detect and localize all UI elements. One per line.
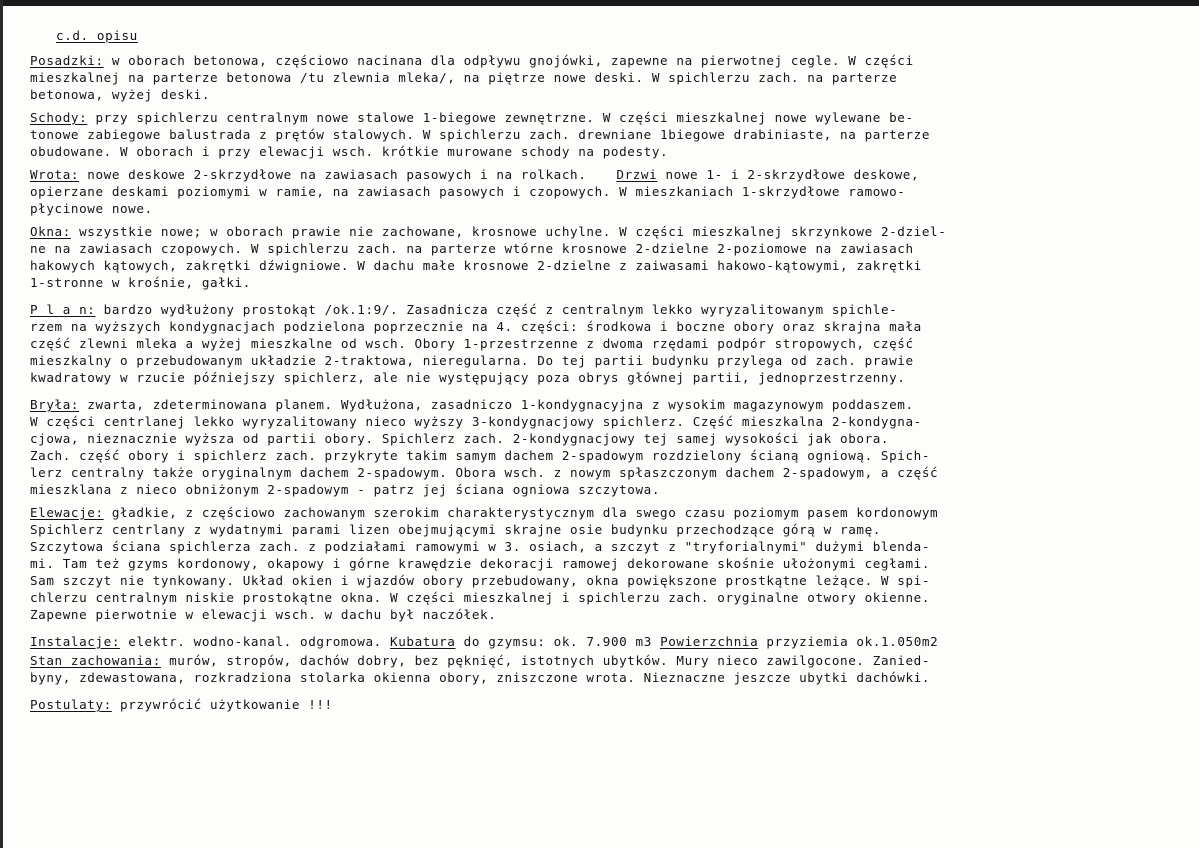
text-line: mieszkalnej na parterze betonowa /tu zlewnia mleka/, na piętrze nowe deski. W spichlerzu zach. na parterze bbox=[30, 70, 898, 85]
text-line: zwarta, zdeterminowana planem. Wydłużona, zasadniczo 1-kondygnacyjna z wysokim magazynowym poddaszem. bbox=[79, 397, 914, 412]
section-instalacje bbox=[30, 633, 1195, 650]
text-line: Spichlerz centrlany z wydatnymi parami lizen obejmującymi skrajne osie budynku przechodzące górą w ramę. bbox=[30, 522, 881, 537]
text-line: murów, stropów, dachów dobry, bez pęknięć, istotnych ubytków. Mury nieco zawilgocone. Zanied- bbox=[160, 653, 931, 668]
text-line: mieszklana z nieco obniżonym 2-spadowym - patrz jej ściana ogniowa szczytowa. bbox=[30, 482, 661, 497]
text-line: Zapewne pierwotnie w elewacji wsch. w dachu był naczółek. bbox=[30, 607, 497, 622]
scan-edge-top bbox=[0, 0, 1199, 6]
text-line: tonowe zabiegowe balustrada z prętów stalowych. W spichlerzu zach. drewniane 1biegowe drabiniaste, na parterze bbox=[30, 127, 931, 142]
text-line: rzem na wyższych kondygnacjach podzielona poprzecznie na 4. części: środkowa i boczne obory oraz skrajna mała bbox=[30, 319, 922, 334]
text-line: nowe 1- i 2-skrzydłowe deskowe, bbox=[657, 167, 920, 182]
typewritten-text bbox=[30, 27, 1195, 719]
text-line: wszystkie nowe; w oborach prawie nie zachowane, krosnowe uchylne. W części mieszkalnej skrzynkowe 2-dziel- bbox=[70, 224, 947, 239]
text-line: kwadratowy w rzucie późniejszy spichlerz, ale nie występujący poza obrys głównej partii, jednoprzestrzenny. bbox=[30, 370, 906, 385]
text-line: W części centrlanej lekko wyryzalitowany nieco wyższy 3-kondygnacjowy spichlerz. Część mieszkalna 2-kondygna- bbox=[30, 414, 922, 429]
text-line: Szczytowa ściana spichlerza zach. z podziałami ramowymi w 3. osiach, a szczyt z "tryforialnymi" dużymi blenda- bbox=[30, 539, 931, 554]
label-posadzki: Posadzki: bbox=[30, 53, 104, 68]
postulaty-value: przywrócić użytkowanie !!! bbox=[111, 697, 333, 712]
section-postulaty bbox=[30, 696, 1195, 713]
text-line: Zach. część obory i spichlerz zach. przykryte takim samym dachem 2-spadowym rozdzielony ścianą ogniową. Spich- bbox=[30, 448, 931, 463]
label-schody: Schody: bbox=[30, 110, 88, 125]
label-okna: Okna: bbox=[30, 224, 71, 239]
kubatura-value: do gzymsu: ok. 7.900 m3 bbox=[455, 634, 661, 649]
text-line: część zlewni mleka a wyżej mieszkalne od wsch. Obory 1-przestrzenne z dwoma rzędami podpór stropowych, część bbox=[30, 336, 914, 351]
text-line: lerz centralny także oryginalnym dachem 2-spadowym. Obora wsch. z nowym spłaszczonym dachem 2-spadowym, a część bbox=[30, 465, 939, 480]
label-bryla: Bryła: bbox=[30, 397, 80, 412]
page-header: c.d. opisu bbox=[56, 28, 138, 43]
label-plan: P l a n: bbox=[30, 302, 96, 317]
text-line: chlerzu centralnym niskie prostokątne okna. W części mieszkalnej i spichlerzu zach. oryginalne otwory okienne. bbox=[30, 590, 931, 605]
label-elewacje: Elewacje: bbox=[30, 505, 104, 520]
section-stan-zachowania bbox=[30, 652, 1195, 686]
text-line: mi. Tam też gzyms kordonowy, okapowy i górne krawędzie dekoracji ramowej dekorowane skośnie ułożonymi cegłami. bbox=[30, 556, 931, 571]
section-okna bbox=[30, 223, 1195, 291]
powierzchnia-value: przyziemia ok.1.050m2 bbox=[758, 634, 939, 649]
label-instalacje: Instalacje: bbox=[30, 634, 121, 649]
section-elewacje bbox=[30, 504, 1195, 623]
text-line: byny, zdewastowana, rozkradziona stolarka okienna obory, zniszczone wrota. Nieznaczne jeszcze ubytki dachówki. bbox=[30, 670, 931, 685]
label-powierzchnia: Powierzchnia bbox=[660, 634, 759, 649]
text-line: betonowa, wyżej deski. bbox=[30, 87, 211, 102]
label-stan-zachowania: Stan zachowania: bbox=[30, 653, 161, 668]
label-postulaty: Postulaty: bbox=[30, 697, 112, 712]
section-wrota bbox=[30, 166, 1195, 217]
text-line: obudowane. W oborach i przy elewacji wsch. krótkie murowane schody na podesty. bbox=[30, 144, 669, 159]
text-line: mieszkalny o przebudowanym układzie 2-traktowa, nieregularna. Do tej partii budynku przylega od zach. prawie bbox=[30, 353, 914, 368]
text-line: bardzo wydłużony prostokąt /ok.1:9/. Zasadnicza część z centralnym lekko wyryzalitowanym spichle- bbox=[95, 302, 898, 317]
scan-edge-left bbox=[0, 0, 3, 848]
text-line: w oborach betonowa, częściowo nacinana dla odpływu gnojówki, zapewne na pierwotnej cegle. W części bbox=[103, 53, 914, 68]
text-line: gładkie, z częściowo zachowanym szerokim charakterystycznym dla swego czasu poziomym pasem kordonowym bbox=[103, 505, 939, 520]
instalacje-value: elektr. wodno-kanal. odgromowa. bbox=[120, 634, 391, 649]
text-line: hakowych kątowych, zakrętki dźwigniowe. W dachu małe krosnowe 2-dzielne z zaiwasami hakowo-kątowymi, zakrętki bbox=[30, 258, 922, 273]
text-line: 1-stronne w krośnie, gałki. bbox=[30, 275, 251, 290]
label-kubatura: Kubatura bbox=[390, 634, 456, 649]
text-line: nowe deskowe 2-skrzydłowe na zawiasach pasowych i na rolkach. bbox=[79, 167, 587, 182]
text-line: płycinowe nowe. bbox=[30, 201, 153, 216]
text-line: przy spichlerzu centralnym nowe stalowe 1-biegowe zewnętrzne. W części mieszkalnej nowe wylewane be- bbox=[87, 110, 914, 125]
text-line: opierzane deskami poziomymi w ramie, na zawiasach pasowych i czopowych. W mieszkaniach 1-skrzydłowe ramowo- bbox=[30, 184, 906, 199]
label-wrota: Wrota: bbox=[30, 167, 80, 182]
section-bryla bbox=[30, 396, 1195, 498]
text-line: cjowa, nieznacznie wyższa od partii obory. Spichlerz zach. 2-kondygnacjowy tej samej wysokości jak obora. bbox=[30, 431, 890, 446]
label-drzwi: Drzwi bbox=[616, 167, 658, 182]
text-line: ne na zawiasach czopowych. W spichlerzu zach. na parterze wtórne krosnowe 2-dzielne 2-poziomowe na zawiasach bbox=[30, 241, 914, 256]
section-posadzki bbox=[30, 52, 1195, 103]
section-plan bbox=[30, 301, 1195, 386]
text-line: Sam szczyt nie tynkowany. Układ okien i wjazdów obory przebudowany, okna powiększone prostkątne leżące. W spi- bbox=[30, 573, 931, 588]
section-schody bbox=[30, 109, 1195, 160]
